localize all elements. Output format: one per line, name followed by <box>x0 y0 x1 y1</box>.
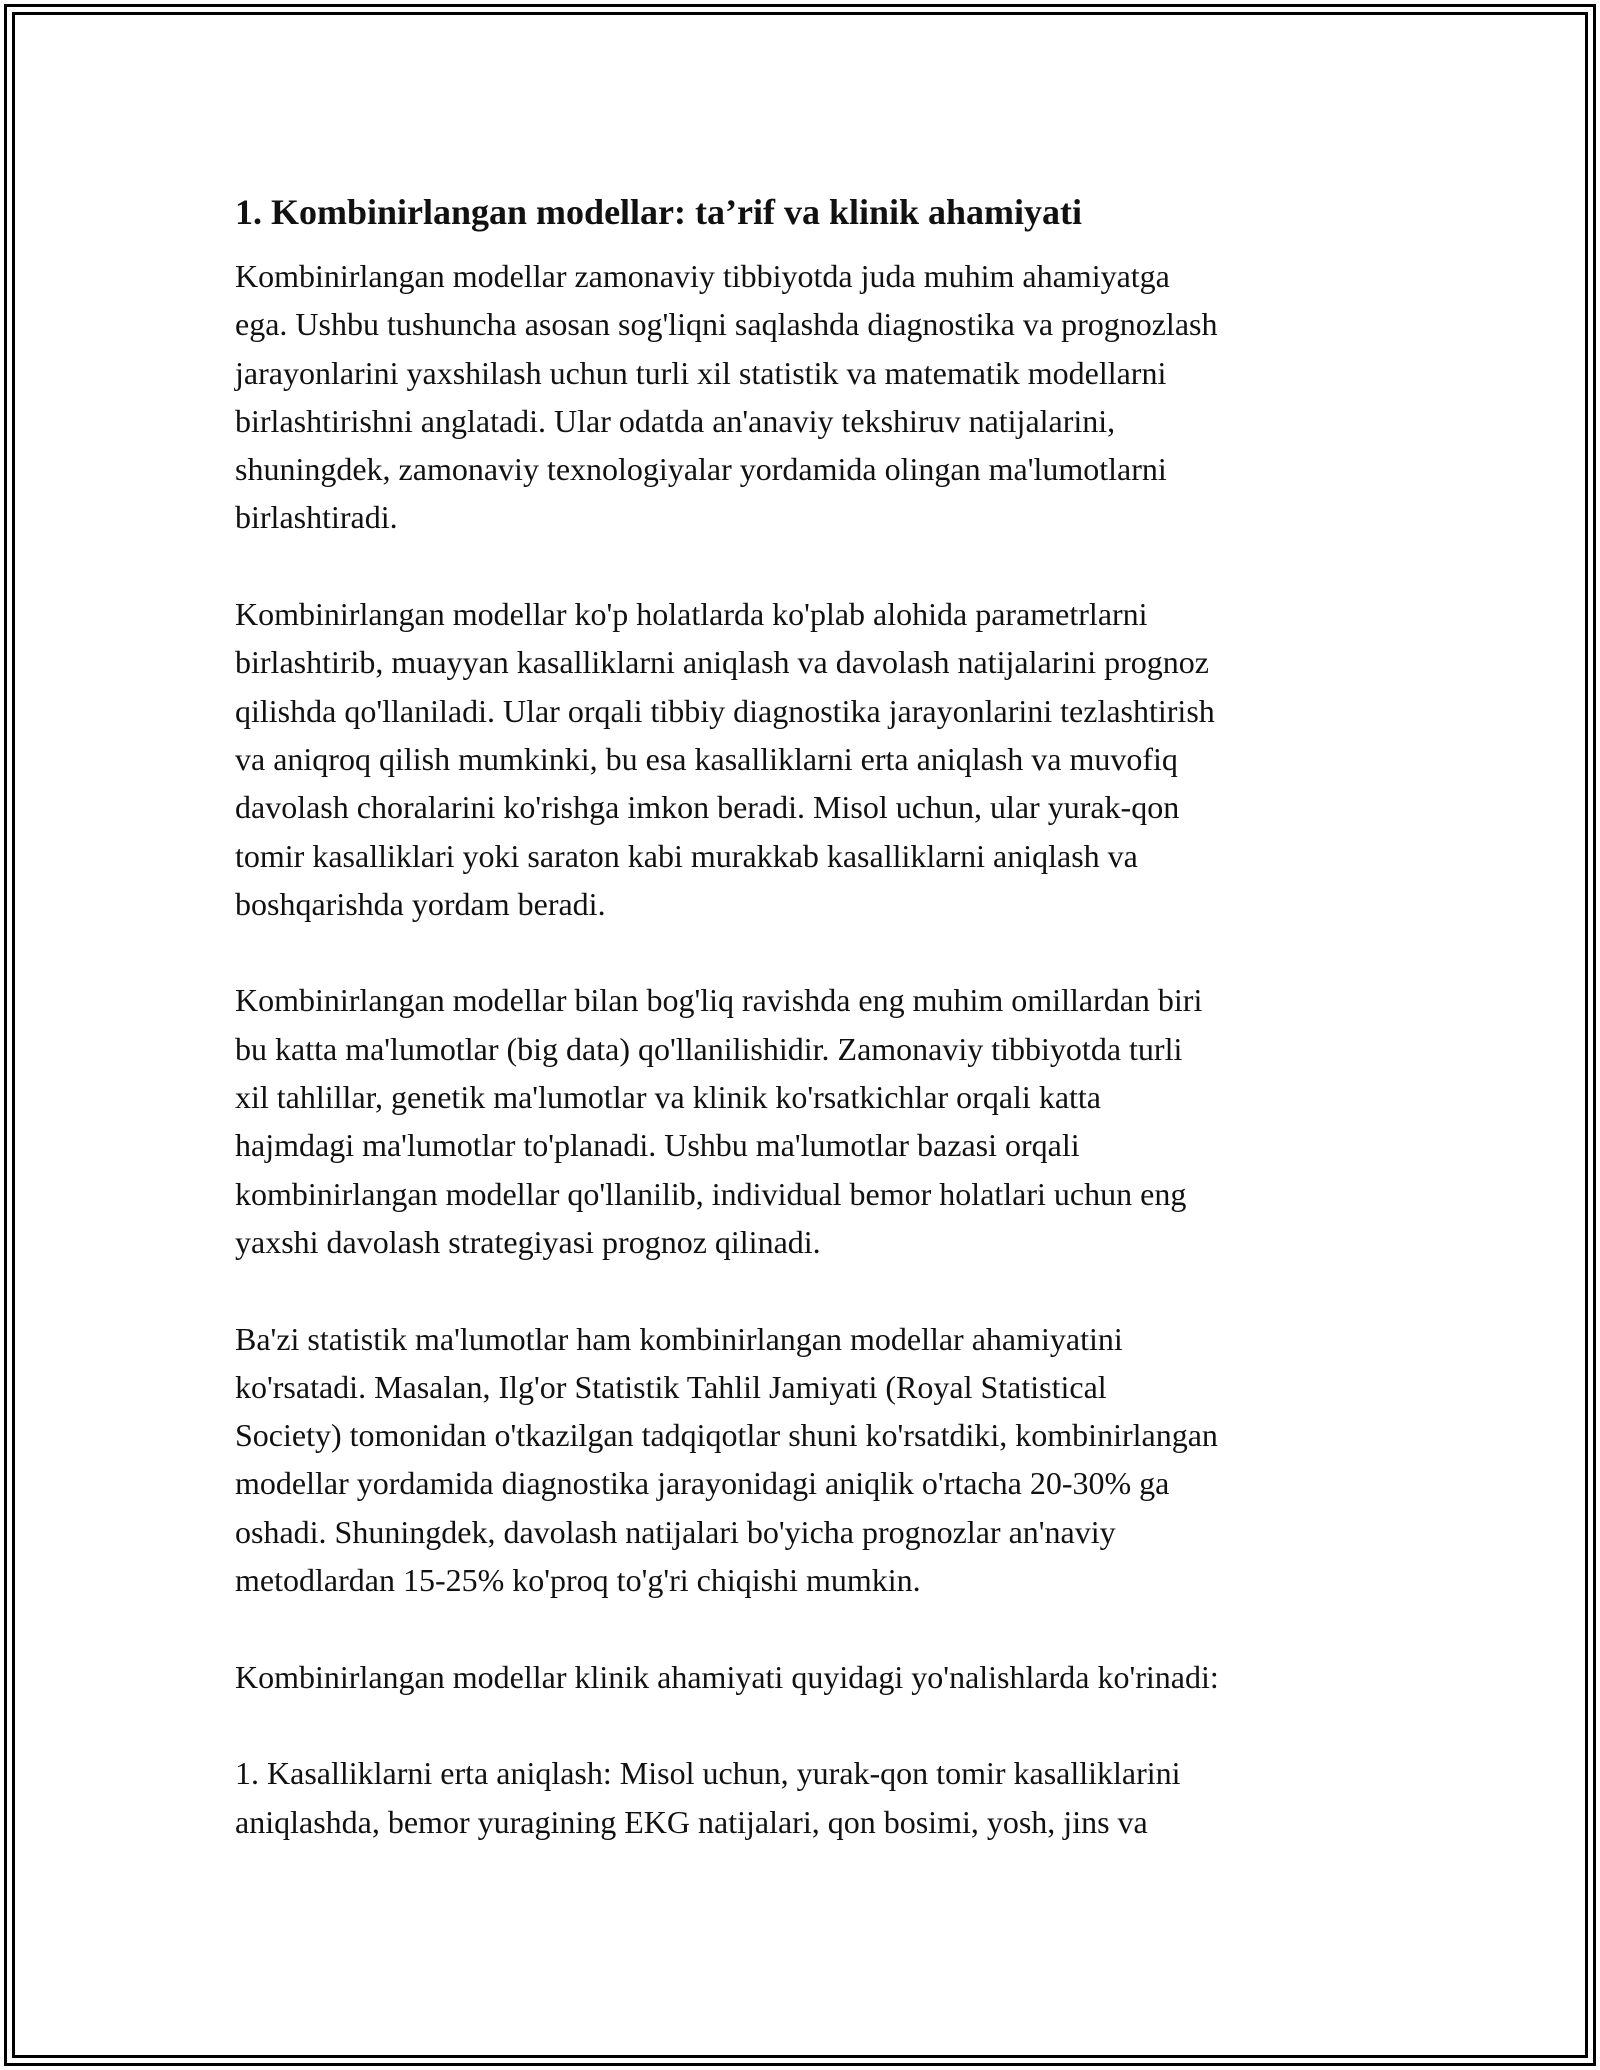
text-line: Kombinirlangan modellar klinik ahamiyati quyidagi yo'nalishlarda ko'rinadi: <box>235 1658 1219 1695</box>
paragraph-applications <box>235 590 1370 928</box>
text-line: Kombinirlangan modellar bilan bog'liq ravishda eng muhim omillardan biri <box>235 982 1203 1019</box>
text-line: boshqarishda yordam beradi. <box>235 885 606 922</box>
text-line: birlashtiradi. <box>235 499 398 536</box>
paragraph-statistics <box>235 1315 1370 1605</box>
document-body <box>235 186 1370 1846</box>
text-line: Kombinirlangan modellar zamonaviy tibbiyotda juda muhim ahamiyatga <box>235 258 1170 294</box>
list-item-early-detection <box>235 1749 1370 1846</box>
text-line: 1. Kasalliklarni erta aniqlash: Misol uchun, yurak-qon tomir kasalliklarini <box>235 1755 1181 1792</box>
text-line: jarayonlarini yaxshilash uchun turli xil statistik va matematik modellarni <box>235 354 1167 391</box>
text-line: modellar yordamida diagnostika jarayonidagi aniqlik o'rtacha 20-30% ga <box>235 1465 1170 1502</box>
section-heading: 1. Kombinirlangan modellar: ta’rif va klinik ahamiyati <box>235 192 1083 232</box>
text-line: birlashtirishni anglatadi. Ular odatda an'anaviy tekshiruv natijalarini, <box>235 402 1116 439</box>
text-line: va aniqroq qilish mumkinki, bu esa kasalliklarni erta aniqlash va muvofiq <box>235 740 1178 777</box>
paragraph-clinical-intro <box>235 1653 1370 1701</box>
text-line: metodlardan 15-25% ko'proq to'g'ri chiqishi mumkin. <box>235 1562 921 1599</box>
text-line: Society) tomonidan o'tkazilgan tadqiqotlar shuni ko'rsatdiki, kombinirlangan <box>235 1417 1218 1454</box>
text-line: Ba'zi statistik ma'lumotlar ham kombinirlangan modellar ahamiyatini <box>235 1320 1123 1357</box>
text-line: oshadi. Shuningdek, davolash natijalari bo'yicha prognozlar an'naviy <box>235 1513 1116 1550</box>
text-line: Kombinirlangan modellar ko'p holatlarda ko'plab alohida parametrlarni <box>235 596 1148 633</box>
paragraph-definition <box>235 252 1370 542</box>
text-line: ko'rsatadi. Masalan, Ilg'or Statistik Tahlil Jamiyati (Royal Statistical <box>235 1368 1107 1405</box>
text-line: ega. Ushbu tushuncha asosan sog'liqni saqlashda diagnostika va prognozlash <box>235 306 1218 343</box>
text-line: birlashtirib, muayyan kasalliklarni aniqlash va davolash natijalarini prognoz <box>235 644 1209 681</box>
text-line: hajmdagi ma'lumotlar to'planadi. Ushbu ma'lumotlar bazasi orqali <box>235 1127 1080 1164</box>
text-line: davolash choralarini ko'rishga imkon beradi. Misol uchun, ular yurak-qon <box>235 789 1180 826</box>
text-line: xil tahlillar, genetik ma'lumotlar va klinik ko'rsatkichlar orqali katta <box>235 1079 1101 1116</box>
text-line: tomir kasalliklari yoki saraton kabi murakkab kasalliklarni aniqlash va <box>235 837 1138 874</box>
text-line: aniqlashda, bemor yuragining EKG natijalari, qon bosimi, yosh, jins va <box>235 1803 1148 1840</box>
text-line: bu katta ma'lumotlar (big data) qo'llanilishidir. Zamonaviy tibbiyotda turli <box>235 1030 1183 1067</box>
text-line: shuningdek, zamonaviy texnologiyalar yordamida olingan ma'lumotlarni <box>235 451 1167 488</box>
text-line: kombinirlangan modellar qo'llanilib, individual bemor holatlari uchun eng <box>235 1175 1187 1212</box>
text-line: qilishda qo'llaniladi. Ular orqali tibbiy diagnostika jarayonlarini tezlashtirish <box>235 692 1215 729</box>
paragraph-big-data <box>235 976 1370 1266</box>
text-line: yaxshi davolash strategiyasi prognoz qilinadi. <box>235 1223 821 1260</box>
